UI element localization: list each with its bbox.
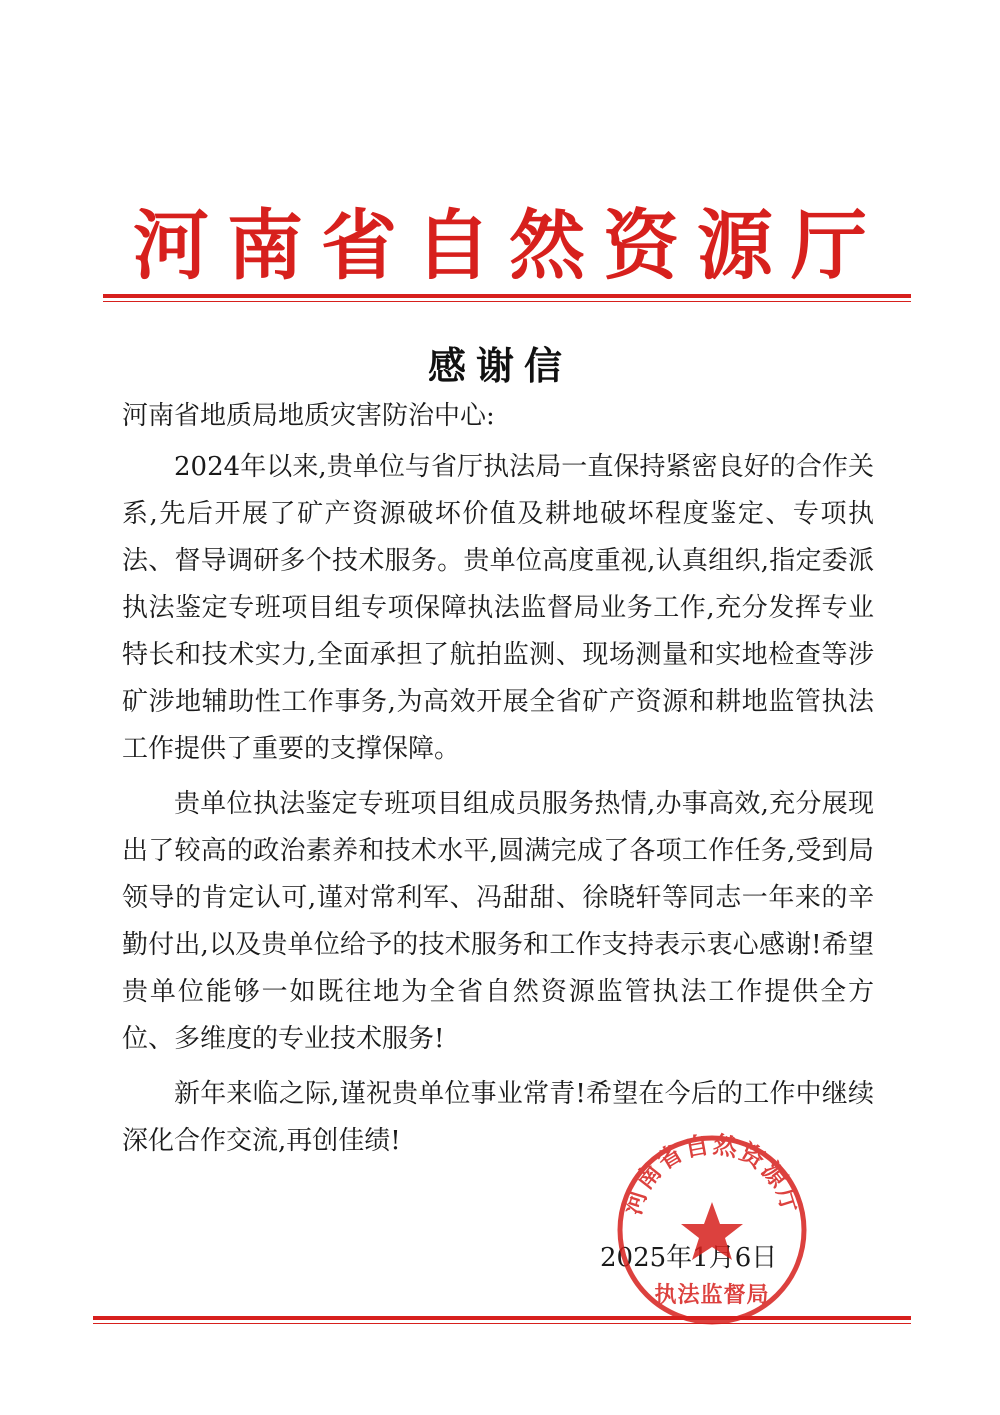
letter-date: 2025年1月6日 (600, 1243, 778, 1273)
letter-body (122, 444, 874, 1173)
letter-title: 感谢信 (427, 344, 572, 388)
body-paragraph-3: 新年来临之际,谨祝贵单位事业常青!希望在今后的工作中继续深化合作交流,再创佳绩! (122, 1079, 874, 1156)
letterhead-org-name: 河南省自然资源厅 (133, 201, 885, 290)
body-paragraph-2: 贵单位执法鉴定专班项目组成员服务热情,办事高效,充分展现出了较高的政治素养和技术水平,圆满完成了各项工作任务,受到局领导的肯定认可,谨对常利军、冯甜甜、徐晓轩等同志一年来的辛勤付出,以及贵单位给予的技术服务和工作支持表示衷心感谢!希望贵单位能够一如既往地为全省自然资源监管执法工作提供全方位、多维度的专业技术服务! (122, 789, 874, 1054)
official-seal-stamp (612, 1130, 812, 1330)
letter-salutation: 河南省地质局地质灾害防治中心: (122, 401, 495, 431)
seal-inner-text: 执法监督局 (654, 1283, 770, 1308)
letterhead-red-rule (103, 294, 911, 298)
seal-outer-text: 河南省自然资源厅 (618, 1130, 806, 1218)
seal-star-icon (681, 1202, 743, 1260)
body-paragraph-1: 2024年以来,贵单位与省厅执法局一直保持紧密良好的合作关系,先后开展了矿产资源破坏价值及耕地破坏程度鉴定、专项执法、督导调研多个技术服务。贵单位高度重视,认真组织,指定委派执法鉴定专班项目组专项保障执法监督局业务工作,充分发挥专业特长和技术实力,全面承担了航拍监测、现场测量和实地检查等涉矿涉地辅助性工作事务,为高效开展全省矿产资源和耕地监管执法工作提供了重要的支撑保障。 (122, 452, 874, 764)
letterhead-red-rule-thin (103, 301, 911, 302)
